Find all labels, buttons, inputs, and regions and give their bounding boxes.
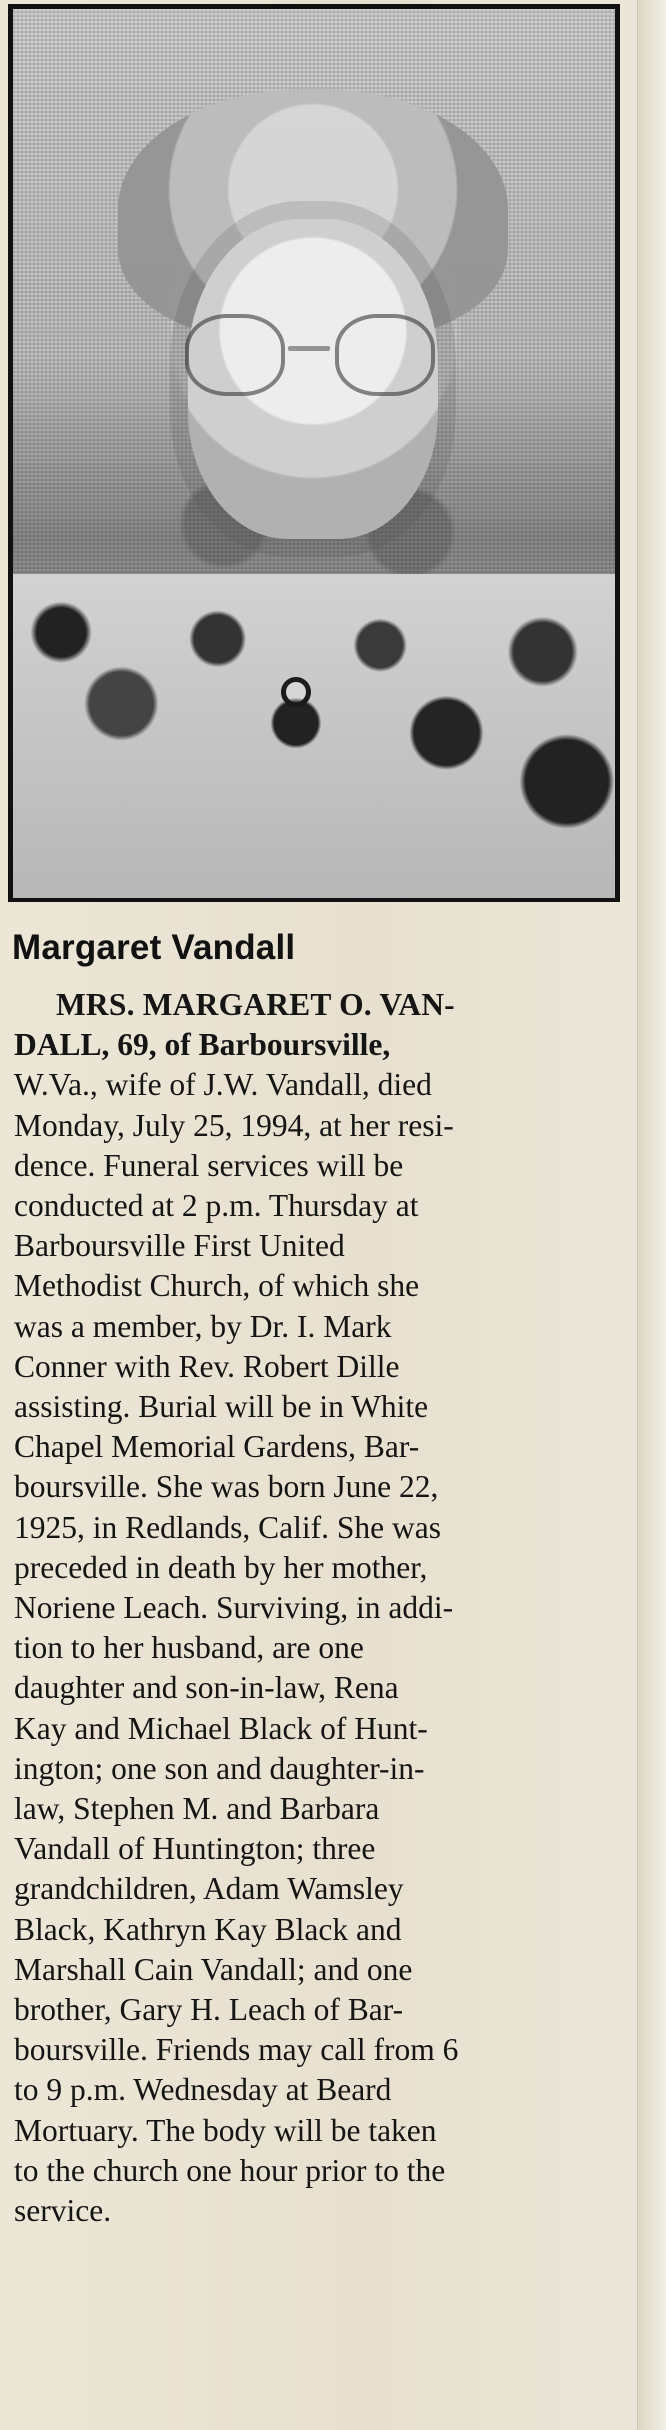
obituary-line: Chapel Memorial Gardens, Bar- <box>14 1429 420 1465</box>
obituary-line: W.Va., wife of J.W. Vandall, died <box>14 1067 432 1103</box>
floral-blouse <box>13 574 615 898</box>
obituary-line: Conner with Rev. Robert Dille <box>14 1348 400 1384</box>
obituary-line: preceded in death by her mother, <box>14 1549 428 1585</box>
glasses-icon <box>185 314 435 404</box>
obituary-line: daughter and son-in-law, Rena <box>14 1670 399 1706</box>
obituary-line: law, Stephen M. and Barbara <box>14 1791 380 1827</box>
obituary-line: brother, Gary H. Leach of Bar- <box>14 1992 404 2028</box>
obituary-body <box>14 985 629 2231</box>
obituary-line: Noriene Leach. Surviving, in addi- <box>14 1590 454 1626</box>
obituary-line: ington; one son and daughter-in- <box>14 1750 425 1786</box>
obituary-line: Black, Kathryn Kay Black and <box>14 1911 402 1947</box>
obituary-line: Barboursville First United <box>14 1228 345 1264</box>
obituary-line: to the church one hour prior to the <box>14 2152 446 2188</box>
obituary-line: 1925, in Redlands, Calif. She was <box>14 1509 441 1545</box>
paper-edge <box>637 0 666 2430</box>
portrait-photo <box>8 4 620 902</box>
necklace-pendant <box>281 677 311 707</box>
obituary-line: assisting. Burial will be in White <box>14 1389 429 1425</box>
obituary-line: Kay and Michael Black of Hunt- <box>14 1710 428 1746</box>
obituary-line: Vandall of Huntington; three <box>14 1831 376 1867</box>
obituary-line: Marshall Cain Vandall; and one <box>14 1951 413 1987</box>
obituary-line: MRS. MARGARET O. VAN- <box>56 987 455 1022</box>
obituary-line: boursville. She was born June 22, <box>14 1469 439 1505</box>
obituary-line: conducted at 2 p.m. Thursday at <box>14 1188 419 1224</box>
obituary-line: service. <box>14 2193 112 2229</box>
obituary-line: boursville. Friends may call from 6 <box>14 2032 459 2068</box>
obituary-line: to 9 p.m. Wednesday at Beard <box>14 2072 392 2108</box>
obituary-line: grandchildren, Adam Wamsley <box>14 1871 404 1907</box>
obituary-headline: Margaret Vandall <box>12 928 296 967</box>
obituary-line: tion to her husband, are one <box>14 1630 364 1666</box>
obituary-line: dence. Funeral services will be <box>14 1147 404 1183</box>
glasses-bridge <box>288 346 330 351</box>
obituary-line: Methodist Church, of which she <box>14 1268 420 1304</box>
obituary-line: Mortuary. The body will be taken <box>14 2112 437 2148</box>
obituary-line: DALL, 69, of Barboursville, <box>14 1027 391 1063</box>
obituary-line: was a member, by Dr. I. Mark <box>14 1308 392 1344</box>
obituary-line: Monday, July 25, 1994, at her resi- <box>14 1107 454 1143</box>
